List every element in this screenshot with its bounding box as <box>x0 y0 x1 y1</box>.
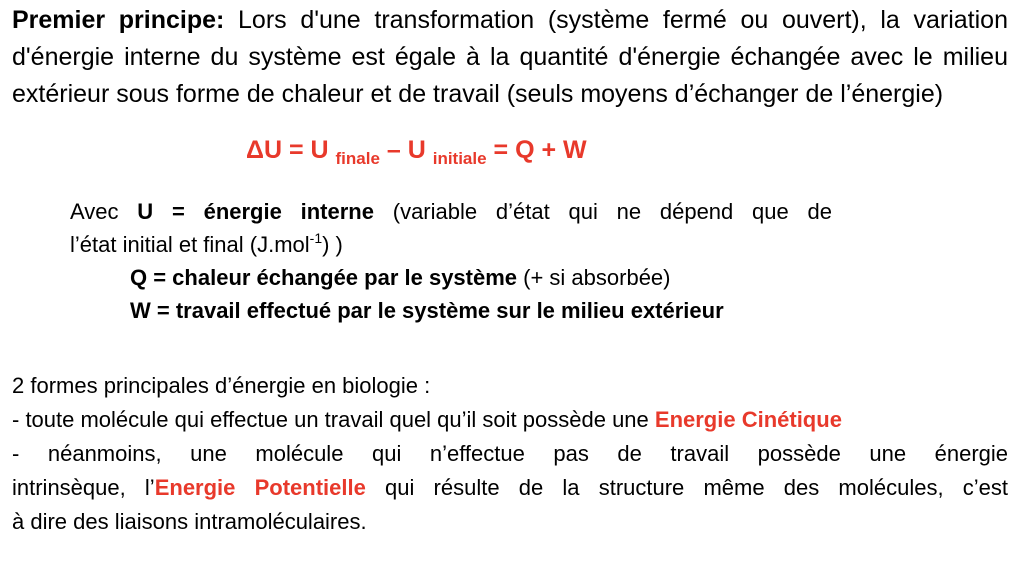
formula-part2: – U <box>379 136 433 164</box>
definition-u-term: U = énergie interne <box>137 199 374 224</box>
formula-sub-finale: finale <box>335 149 380 168</box>
biology-intro: 2 formes principales d’énergie en biologie : <box>12 373 431 398</box>
kinetic-energy-term: Energie Cinétique <box>654 407 842 432</box>
biology-item-potential-line3: à dire des liaisons intramoléculaires. <box>12 509 367 534</box>
definitions-block <box>12 195 832 327</box>
formula-part3: = Q + W <box>486 136 587 164</box>
energy-formula <box>12 135 1008 168</box>
definition-q-desc: (+ si absorbée) <box>517 265 671 290</box>
potential-energy-term: Energie Potentielle <box>154 475 366 500</box>
definition-q-term: Q = chaleur échangée par le système <box>130 265 518 290</box>
biology-item-kinetic <box>12 403 1008 437</box>
definition-u-desc-3: ) ) <box>322 232 343 257</box>
principle-title: Premier principe: <box>12 6 225 34</box>
definition-u-desc-2: l’état initial et final (J.mol <box>70 232 310 257</box>
definition-u-line2 <box>70 228 832 261</box>
biology-item-potential-line1: - néanmoins, une molécule qui n’effectue pas de travail possède une énergie <box>12 441 1008 466</box>
formula-sub-initiale: initiale <box>432 149 487 168</box>
definition-u-prefix: Avec <box>70 199 138 224</box>
principle-text: Lors d'une transformation (système fermé ou ouvert), la variation d'énergie interne du système est égale à la quantité d'énergie échangée avec le milieu extérieur sous forme de chaleur et de travail (seuls moyens d’échanger de l’énergie) <box>12 6 1008 108</box>
biology-item1-text: - toute molécule qui effectue un travail quel qu’il soit possède une <box>12 407 655 432</box>
definition-u-sup: -1 <box>309 230 323 246</box>
document-page <box>12 0 1008 539</box>
definition-w <box>70 294 832 327</box>
definition-u-desc-1: (variable d’état qui ne dépend que de <box>373 199 832 224</box>
definition-w-term: W = travail effectué par le système sur le milieu extérieur <box>130 298 724 323</box>
biology-item2-text-3: qui résulte de la structure même des molécules, c’est <box>365 475 1008 500</box>
biology-item2-text-2: intrinsèque, l’ <box>12 475 155 500</box>
biology-energy-block <box>12 369 1008 539</box>
definition-u-line1 <box>70 195 832 228</box>
biology-item-potential-line2 <box>12 471 1008 505</box>
definition-q <box>70 261 832 294</box>
first-principle-paragraph <box>12 0 1008 113</box>
formula-part1: ΔU = U <box>246 136 336 164</box>
